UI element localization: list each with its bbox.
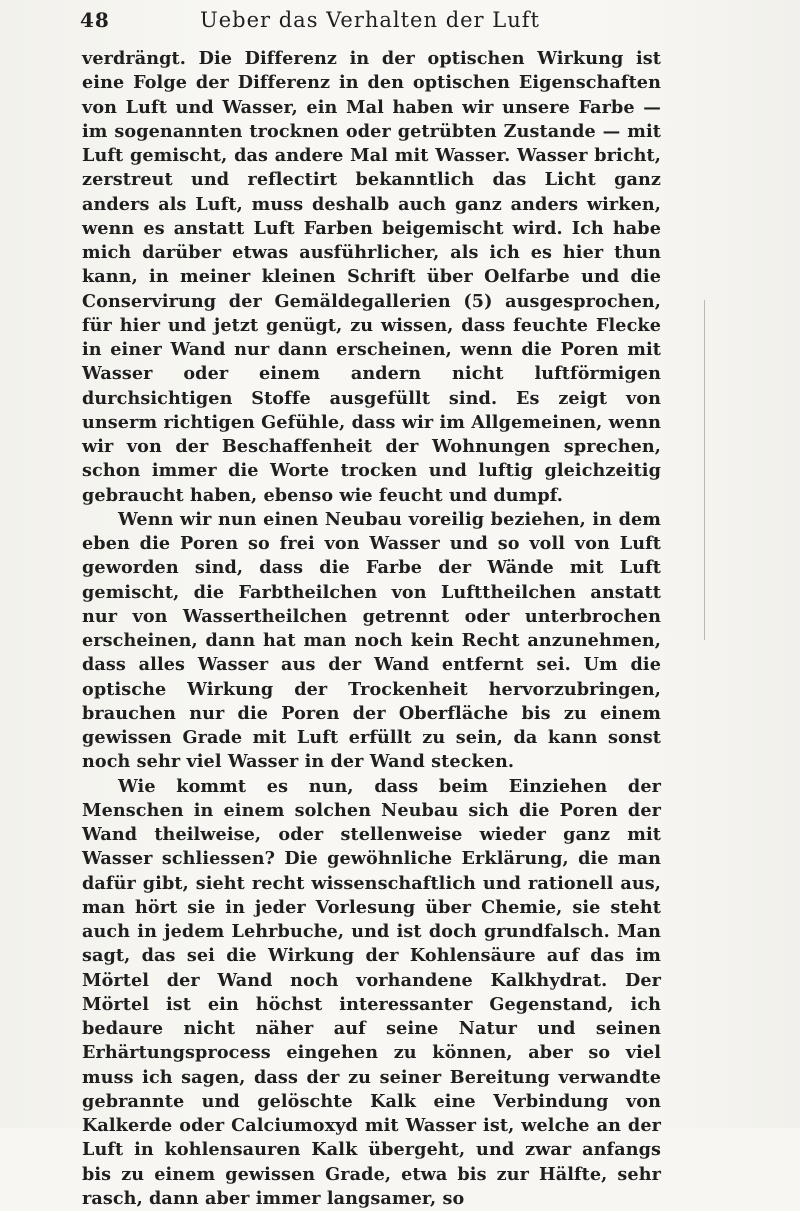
page-edge-shadow [704, 300, 705, 640]
page-number: 48 [80, 8, 110, 32]
paragraph-1: verdrängt. Die Differenz in der optischen Wirkung ist eine Folge der Differenz in den optischen Eigenschaften von Luft und Wasser, ein Mal haben wir unsere Farbe — im sogenannten trocknen oder getrübten Zustande — mit Luft gemischt, das andere Mal mit Wasser. Wasser bricht, zerstreut und reflectirt bekanntlich das Licht ganz anders als Luft, muss deshalb auch ganz anders wirken, wenn es anstatt Luft Farben beigemischt wird. Ich habe mich darüber etwas ausführlicher, als ich es hier thun kann, in meiner kleinen Schrift über Oelfarbe und die Conservirung der Gemäldegallerien (5) ausgesprochen, für hier und jetzt genügt, zu wissen, dass feuchte Flecke in einer Wand nur dann erscheinen, wenn die Poren mit Wasser oder einem andern nicht luftförmigen durchsichtigen Stoffe ausgefüllt sind. Es zeigt von unserm richtigen Gefühle, dass wir im Allgemeinen, wenn wir von der Beschaffenheit der Wohnungen sprechen, schon immer die Worte trocken und luftig gleichzeitig gebraucht haben, ebenso wie feucht und dumpf. [82, 47, 661, 508]
body-text [82, 47, 661, 1211]
running-title: Ueber das Verhalten der Luft [80, 8, 660, 32]
paragraph-3: Wie kommt es nun, dass beim Einziehen der Menschen in einem solchen Neubau sich die Poren der Wand theilweise, oder stellenweise wieder ganz mit Wasser schliessen? Die gewöhnliche Erklärung, die man dafür gibt, sieht recht wissenschaftlich und rationell aus, man hört sie in jeder Vorlesung über Chemie, sie steht auch in jedem Lehrbuche, und ist doch grundfalsch. Man sagt, das sei die Wirkung der Kohlensäure auf das im Mörtel der Wand noch vorhandene Kalkhydrat. Der Mörtel ist ein höchst interessanter Gegenstand, ich bedaure nicht näher auf seine Natur und seinen Erhärtungsprocess eingehen zu können, aber so viel muss ich sagen, dass der zu seiner Bereitung verwandte gebrannte und gelöschte Kalk eine Verbindung von Kalkerde oder Calciumoxyd mit Wasser ist, welche an der Luft in kohlensauren Kalk übergeht, und zwar anfangs bis zu einem gewissen Grade, etwa bis zur Hälfte, sehr rasch, dann aber immer langsamer, so [82, 775, 661, 1211]
paragraph-2: Wenn wir nun einen Neubau voreilig beziehen, in dem eben die Poren so frei von Wasser und so voll von Luft geworden sind, dass die Farbe der Wände mit Luft gemischt, die Farbtheilchen von Lufttheilchen anstatt nur von Wassertheilchen getrennt oder unterbrochen erscheinen, dann hat man noch kein Recht anzunehmen, dass alles Wasser aus der Wand entfernt sei. Um die optische Wirkung der Trockenheit hervorzubringen, brauchen nur die Poren der Oberfläche bis zu einem gewissen Grade mit Luft erfüllt zu sein, da kann sonst noch sehr viel Wasser in der Wand stecken. [82, 508, 661, 775]
running-head [80, 8, 660, 34]
